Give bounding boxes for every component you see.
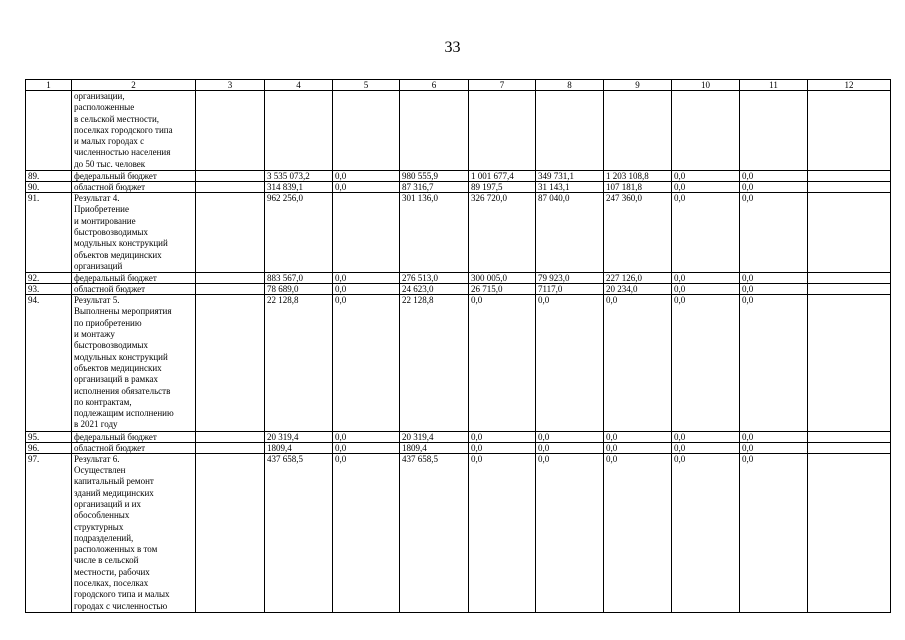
cell: 0,0	[740, 442, 808, 453]
cell: 107 181,8	[604, 182, 672, 193]
cell	[196, 182, 265, 193]
cell	[196, 91, 265, 171]
cell	[196, 171, 265, 182]
row-description: областной бюджет	[72, 284, 196, 295]
cell	[808, 442, 891, 453]
cell: 0,0	[740, 182, 808, 193]
cell: 1809,4	[400, 442, 469, 453]
cell: 0,0	[672, 453, 740, 612]
cell	[808, 295, 891, 432]
cell: 349 731,1	[536, 171, 604, 182]
cell: 0,0	[672, 295, 740, 432]
cell: 0,0	[469, 442, 536, 453]
column-number: 11	[740, 80, 808, 91]
cell	[400, 91, 469, 171]
cell	[333, 91, 400, 171]
cell	[196, 453, 265, 612]
cell	[196, 442, 265, 453]
cell	[469, 91, 536, 171]
cell: 0,0	[333, 431, 400, 442]
row-number	[26, 91, 72, 171]
cell: 980 555,9	[400, 171, 469, 182]
cell: 79 923,0	[536, 273, 604, 284]
cell	[536, 91, 604, 171]
cell: 0,0	[333, 295, 400, 432]
cell	[808, 284, 891, 295]
cell: 20 234,0	[604, 284, 672, 295]
row-description: федеральный бюджет	[72, 273, 196, 284]
cell: 0,0	[740, 273, 808, 284]
cell	[333, 193, 400, 273]
row-number: 97.	[26, 453, 72, 612]
row-number: 92.	[26, 273, 72, 284]
cell	[740, 91, 808, 171]
cell: 0,0	[672, 431, 740, 442]
cell: 0,0	[740, 193, 808, 273]
cell: 87 040,0	[536, 193, 604, 273]
cell	[808, 453, 891, 612]
table-row	[26, 295, 891, 432]
table-row	[26, 193, 891, 273]
cell: 0,0	[672, 284, 740, 295]
cell: 247 360,0	[604, 193, 672, 273]
cell	[196, 193, 265, 273]
cell: 0,0	[333, 453, 400, 612]
cell: 314 839,1	[265, 182, 333, 193]
table-row	[26, 453, 891, 612]
column-number: 1	[26, 80, 72, 91]
cell	[808, 91, 891, 171]
row-number: 93.	[26, 284, 72, 295]
cell: 20 319,4	[265, 431, 333, 442]
table-row	[26, 91, 891, 171]
cell	[604, 91, 672, 171]
row-number: 96.	[26, 442, 72, 453]
cell: 0,0	[672, 442, 740, 453]
cell: 0,0	[333, 284, 400, 295]
row-description: федеральный бюджет	[72, 171, 196, 182]
table-row	[26, 273, 891, 284]
cell	[196, 273, 265, 284]
cell: 0,0	[604, 453, 672, 612]
row-number: 89.	[26, 171, 72, 182]
cell: 0,0	[672, 182, 740, 193]
row-number: 94.	[26, 295, 72, 432]
cell: 0,0	[469, 453, 536, 612]
row-description: Результат 6. Осуществлен капитальный ремонт зданий медицинских организаций и их обособленных структурных подразделений, расположенных в том числе в сельской местности, рабочих поселках, поселках городского типа и малых городах с численностью	[72, 453, 196, 612]
row-number: 91.	[26, 193, 72, 273]
cell	[808, 171, 891, 182]
cell: 22 128,8	[265, 295, 333, 432]
cell: 0,0	[740, 284, 808, 295]
cell: 0,0	[469, 431, 536, 442]
cell: 89 197,5	[469, 182, 536, 193]
cell	[265, 91, 333, 171]
column-number-row	[26, 80, 891, 91]
cell: 1809,4	[265, 442, 333, 453]
cell: 0,0	[333, 182, 400, 193]
cell	[196, 431, 265, 442]
cell: 0,0	[536, 453, 604, 612]
column-number: 8	[536, 80, 604, 91]
column-number: 4	[265, 80, 333, 91]
cell: 26 715,0	[469, 284, 536, 295]
cell	[196, 284, 265, 295]
cell: 0,0	[740, 431, 808, 442]
cell: 0,0	[536, 295, 604, 432]
cell: 883 567,0	[265, 273, 333, 284]
cell: 3 535 073,2	[265, 171, 333, 182]
cell: 437 658,5	[400, 453, 469, 612]
row-number: 90.	[26, 182, 72, 193]
row-description: организации, расположенные в сельской местности, поселках городского типа и малых городах с численностью населения до 50 тыс. человек	[72, 91, 196, 171]
cell: 0,0	[536, 442, 604, 453]
column-number: 3	[196, 80, 265, 91]
row-description: областной бюджет	[72, 442, 196, 453]
row-description: федеральный бюджет	[72, 431, 196, 442]
cell: 22 128,8	[400, 295, 469, 432]
cell: 301 136,0	[400, 193, 469, 273]
budget-table	[25, 79, 891, 613]
cell: 0,0	[604, 442, 672, 453]
cell	[808, 273, 891, 284]
cell: 0,0	[604, 295, 672, 432]
row-description: Результат 4. Приобретение и монтирование быстровозводимых модульных конструкций объектов медицинских организаций	[72, 193, 196, 273]
row-description: областной бюджет	[72, 182, 196, 193]
column-number: 7	[469, 80, 536, 91]
row-description: Результат 5. Выполнены мероприятия по приобретению и монтажу быстровозводимых модульных конструкций объектов медицинских организаций в рамках исполнения обязательств по контрактам, подлежащим исполнению в 2021 году	[72, 295, 196, 432]
cell: 24 623,0	[400, 284, 469, 295]
column-number: 6	[400, 80, 469, 91]
table-row	[26, 442, 891, 453]
table-row	[26, 431, 891, 442]
row-number: 95.	[26, 431, 72, 442]
cell: 0,0	[333, 442, 400, 453]
table-row	[26, 182, 891, 193]
cell: 326 720,0	[469, 193, 536, 273]
cell: 1 203 108,8	[604, 171, 672, 182]
table-row	[26, 284, 891, 295]
cell: 0,0	[469, 295, 536, 432]
cell: 437 658,5	[265, 453, 333, 612]
cell: 0,0	[672, 193, 740, 273]
cell	[808, 182, 891, 193]
cell: 227 126,0	[604, 273, 672, 284]
cell: 0,0	[740, 453, 808, 612]
column-number: 2	[72, 80, 196, 91]
cell: 0,0	[672, 273, 740, 284]
cell: 31 143,1	[536, 182, 604, 193]
cell: 0,0	[333, 273, 400, 284]
cell: 20 319,4	[400, 431, 469, 442]
cell	[808, 193, 891, 273]
cell: 0,0	[536, 431, 604, 442]
cell	[808, 431, 891, 442]
column-number: 10	[672, 80, 740, 91]
page-number: 33	[444, 39, 461, 56]
cell: 0,0	[740, 295, 808, 432]
cell: 276 513,0	[400, 273, 469, 284]
column-number: 12	[808, 80, 891, 91]
cell: 0,0	[740, 171, 808, 182]
cell: 0,0	[672, 171, 740, 182]
column-number: 5	[333, 80, 400, 91]
cell	[196, 295, 265, 432]
cell: 78 689,0	[265, 284, 333, 295]
cell: 0,0	[333, 171, 400, 182]
cell: 7117,0	[536, 284, 604, 295]
cell	[672, 91, 740, 171]
cell: 300 005,0	[469, 273, 536, 284]
cell: 1 001 677,4	[469, 171, 536, 182]
table-row	[26, 171, 891, 182]
cell: 87 316,7	[400, 182, 469, 193]
cell: 962 256,0	[265, 193, 333, 273]
column-number: 9	[604, 80, 672, 91]
cell: 0,0	[604, 431, 672, 442]
